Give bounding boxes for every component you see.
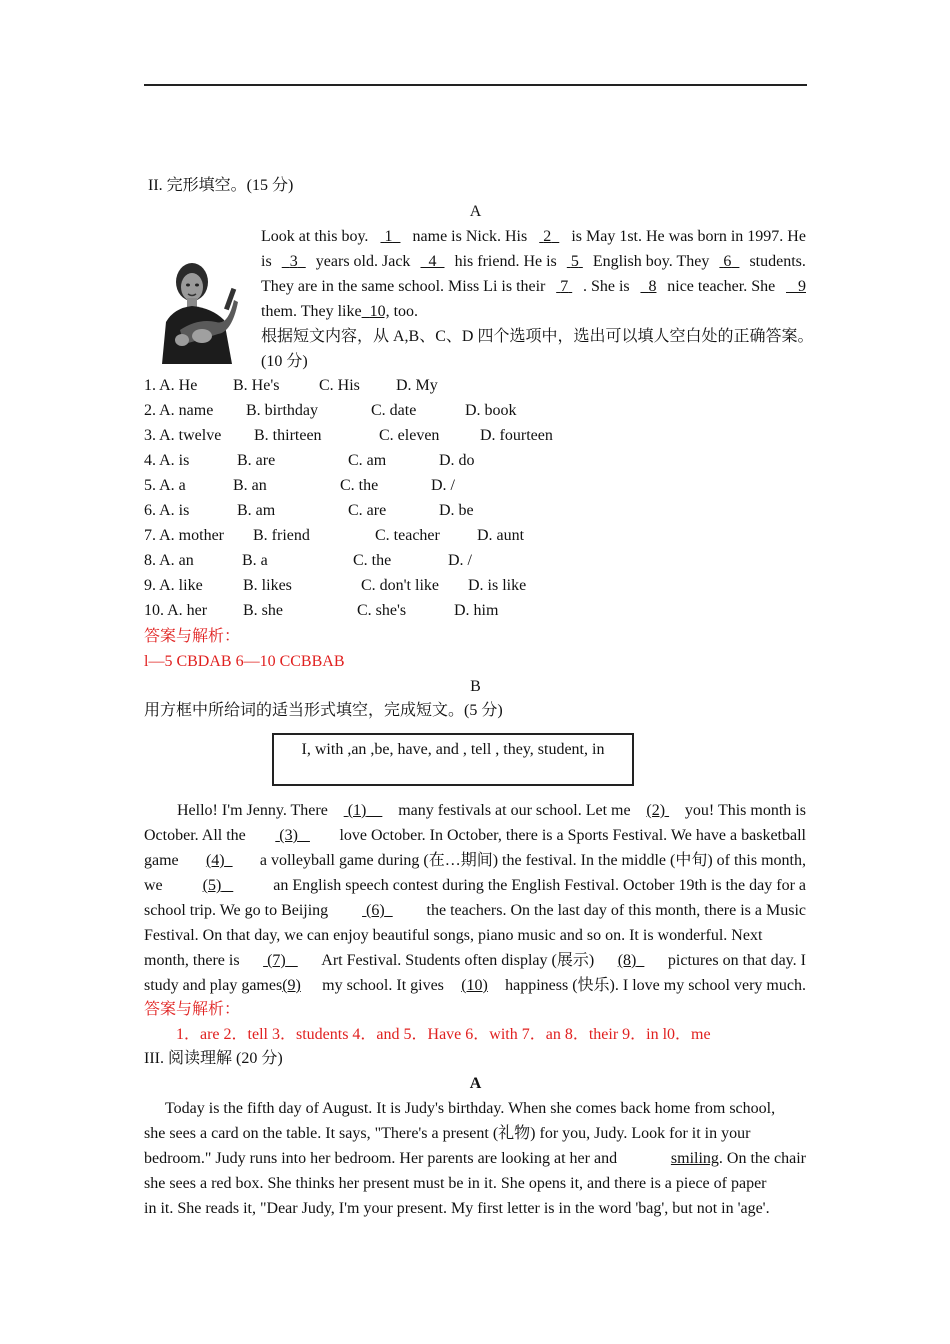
option-d: D. him xyxy=(454,602,499,619)
option-d: D. / xyxy=(448,552,472,569)
option-d: D. be xyxy=(439,502,474,519)
option-c: C. eleven xyxy=(379,427,440,444)
passage-line: in it. She reads it, "Dear Judy, I'm your present. My first letter is in the word 'bag', but not in 'age'. xyxy=(144,1200,770,1217)
partA-label: A xyxy=(469,203,482,220)
option-c: C. the xyxy=(340,477,379,494)
passage-line: They are in the same school. Miss Li is their 7 . She is 8 nice teacher. She 9 xyxy=(261,278,806,295)
partA-answer-text: l—5 CBDAB 6—10 CCBBAB xyxy=(144,653,345,670)
section3-partA-label: A xyxy=(469,1075,482,1092)
option-d: D. is like xyxy=(468,577,527,594)
question-item: 4. A. is xyxy=(144,452,190,469)
passage-line: study and play games(9) my school. It gives (10) happiness (快乐). I love my school very much. xyxy=(144,977,806,994)
question-item: 1. A. He xyxy=(144,377,198,394)
question-item: 9. A. like xyxy=(144,577,203,594)
option-b: B. are xyxy=(237,452,276,469)
option-c: C. the xyxy=(353,552,392,569)
passage-line: month, there is (7) Art Festival. Students often display (展示) (8) pictures on that day. I xyxy=(144,952,806,969)
option-b: B. birthday xyxy=(246,402,318,419)
section2-heading: II. 完形填空。(15 分) xyxy=(148,177,294,194)
option-c: C. date xyxy=(371,402,417,419)
option-b: B. she xyxy=(243,602,283,619)
partB-instruction: 用方框中所给词的适当形式填空，完成短文。(5 分) xyxy=(144,702,503,719)
reading-passage xyxy=(144,1099,806,1219)
question-item: 5. A. a xyxy=(144,477,186,494)
question-item: 3. A. twelve xyxy=(144,427,222,444)
partA-answer-label: 答案与解析： xyxy=(144,628,241,645)
option-c: C. His xyxy=(319,377,360,394)
option-b: B. an xyxy=(233,477,267,494)
passage-line: game (4) a volleyball game during (在…期间) the festival. In the middle (中旬) of this month, xyxy=(144,852,806,869)
passage-line: bedroom." Judy runs into her bedroom. Her parents are looking at her and smiling. On the chair xyxy=(144,1150,806,1167)
passage-line: Today is the fifth day of August. It is Judy's birthday. When she comes back home from school, xyxy=(165,1100,776,1117)
option-d: D. book xyxy=(465,402,517,419)
option-d: D. fourteen xyxy=(480,427,553,444)
question-item: 8. A. an xyxy=(144,552,194,569)
boy-guitar-photo xyxy=(158,260,240,364)
passage-line: October. All the (3) love October. In October, there is a Sports Festival. We have a basketball xyxy=(144,827,806,844)
option-b: B. a xyxy=(242,552,268,569)
question-item: 7. A. mother xyxy=(144,527,224,544)
passage-line: she sees a red box. She thinks her present must be in it. She opens it, and there is a piece of paper xyxy=(144,1175,767,1192)
partA-instruction-score: (10 分) xyxy=(261,353,308,370)
option-b: B. thirteen xyxy=(254,427,322,444)
passage-line: school trip. We go to Beijing (6) the teachers. On the last day of this month, there is a Music xyxy=(144,902,806,919)
question-item: 10. A. her xyxy=(144,602,208,619)
passage-line: Hello! I'm Jenny. There (1) many festivals at our school. Let me (2) you! This month is xyxy=(177,802,806,819)
partA-instruction: 根据短文内容，从 A,B、C、D 四个选项中，选出可以填人空白处的正确答案。 xyxy=(261,328,814,345)
option-b: B. likes xyxy=(243,577,292,594)
header-rule xyxy=(144,84,807,86)
option-d: D. aunt xyxy=(477,527,525,544)
option-c: C. she's xyxy=(357,602,407,619)
question-item: 6. A. is xyxy=(144,502,190,519)
option-b: B. friend xyxy=(253,527,310,544)
option-c: C. teacher xyxy=(375,527,440,544)
option-c: C. are xyxy=(348,502,387,519)
option-d: D. My xyxy=(396,377,438,394)
passage-line: she sees a card on the table. It says, "There's a present (礼物) for you, Judy. Look for it in your xyxy=(144,1125,751,1142)
partB-answer-label: 答案与解析： xyxy=(144,1001,241,1018)
section3-heading: III. 阅读理解 (20 分) xyxy=(144,1050,283,1067)
option-c: C. am xyxy=(348,452,387,469)
passage-line: Festival. On that day, we can enjoy beautiful songs, piano music and so on. It is wonderful. Next xyxy=(144,927,763,944)
partB-label: B xyxy=(470,678,481,695)
option-c: C. don't like xyxy=(361,577,439,594)
passage-line-last: them. They like 10, too. xyxy=(261,303,419,320)
passage-line: Look at this boy. 1 name is Nick. His 2 is May 1st. He was born in 1997. He xyxy=(261,228,806,245)
option-d: D. / xyxy=(431,477,455,494)
partA-passage xyxy=(261,227,806,297)
word-box: I, with ,an ,be, have, and , tell , they, student, in xyxy=(272,733,634,786)
option-b: B. am xyxy=(237,502,276,519)
option-b: B. He's xyxy=(233,377,280,394)
partB-answer-text: 1．are 2．tell 3．students 4．and 5．Have 6．with 7．an 8．their 9．in l0．me xyxy=(176,1026,711,1043)
passage-line: we (5) an English speech contest during the English Festival. October 19th is the day for a xyxy=(144,877,806,894)
passage-line: is 3 years old. Jack 4 his friend. He is 5 English boy. They 6 students. xyxy=(261,253,806,270)
partB-passage xyxy=(144,801,806,996)
option-d: D. do xyxy=(439,452,475,469)
question-item: 2. A. name xyxy=(144,402,214,419)
